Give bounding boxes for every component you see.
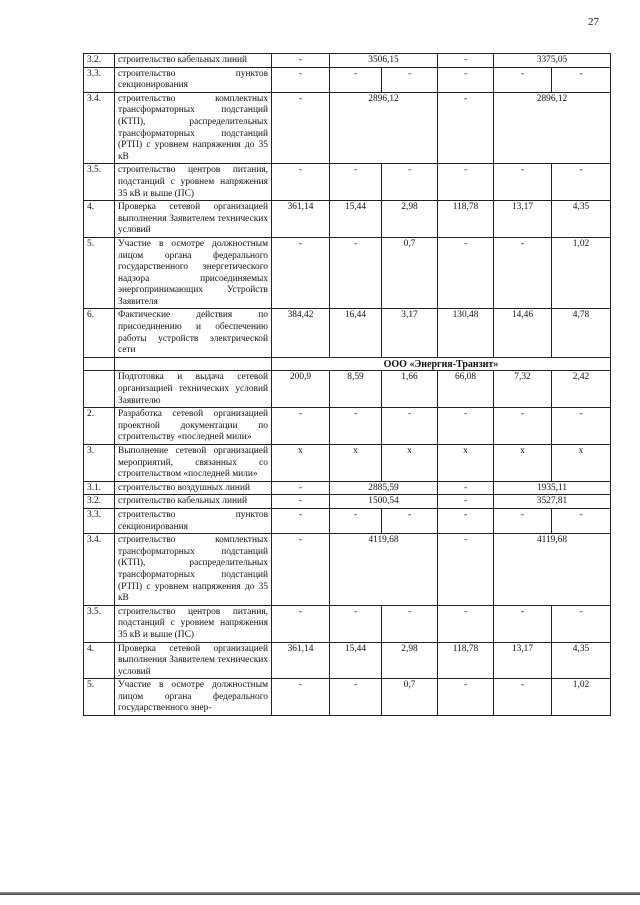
- table-cell: -: [438, 92, 494, 164]
- table-cell: 0,7: [382, 237, 438, 309]
- table-cell: 2885,59: [330, 481, 438, 495]
- table-cell: 3.2.: [84, 54, 115, 68]
- table-cell: 1,66: [382, 371, 438, 408]
- table-cell: -: [552, 508, 611, 533]
- table-cell: 2896,12: [330, 92, 438, 164]
- table-cell: 8,59: [330, 371, 382, 408]
- page-number: 27: [588, 16, 599, 28]
- table-cell: 3.: [84, 445, 115, 482]
- table-row: [84, 371, 611, 408]
- table-cell: -: [272, 534, 330, 606]
- table-cell: 2896,12: [494, 92, 611, 164]
- table-cell: -: [552, 164, 611, 201]
- table-row: [84, 237, 611, 309]
- table-cell: -: [330, 679, 382, 716]
- table-cell: 361,14: [272, 642, 330, 679]
- table-cell: 3375,05: [494, 54, 611, 68]
- table-cell: -: [382, 508, 438, 533]
- table-cell: 4,35: [552, 642, 611, 679]
- table-cell: -: [272, 408, 330, 445]
- table-row: [84, 481, 611, 495]
- table-cell: 3,17: [382, 309, 438, 357]
- table-cell: -: [330, 237, 382, 309]
- table-cell: -: [272, 54, 330, 68]
- table-cell: 130,48: [438, 309, 494, 357]
- table-cell: -: [438, 605, 494, 642]
- table-cell: 4,78: [552, 309, 611, 357]
- table-cell: 4.: [84, 201, 115, 238]
- table-cell: -: [330, 508, 382, 533]
- table-cell: строительство центров питания, подстанций с уровнем напряжения 35 кВ и выше (ПС): [115, 605, 272, 642]
- table-cell: -: [272, 92, 330, 164]
- table-body-bottom: [84, 371, 611, 716]
- table-cell: -: [382, 67, 438, 92]
- table-cell: 3.5.: [84, 164, 115, 201]
- table-cell: -: [272, 481, 330, 495]
- table-cell: -: [272, 679, 330, 716]
- table-cell: -: [438, 67, 494, 92]
- table-cell: -: [552, 408, 611, 445]
- table-cell: 13,17: [494, 201, 552, 238]
- table-cell: -: [438, 164, 494, 201]
- section-header-group: [84, 357, 611, 371]
- section-header-row: [84, 357, 611, 371]
- table-cell: -: [272, 164, 330, 201]
- table-cell: x: [382, 445, 438, 482]
- table-row: [84, 495, 611, 509]
- table-cell: 5.: [84, 237, 115, 309]
- table-cell: -: [382, 605, 438, 642]
- table-cell: Фактические действия по присоединению и обеспечению работы устройств электрической сети: [115, 309, 272, 357]
- table-cell: 3527,81: [494, 495, 611, 509]
- table-row: [84, 408, 611, 445]
- table-row: [84, 534, 611, 606]
- table-cell: 14,46: [494, 309, 552, 357]
- table-cell: -: [438, 679, 494, 716]
- table-cell: [84, 357, 115, 371]
- table-cell: Проверка сетевой организацией выполнения Заявителем технических условий: [115, 642, 272, 679]
- table-cell: -: [438, 408, 494, 445]
- table-cell: 3.3.: [84, 67, 115, 92]
- table-cell: -: [272, 508, 330, 533]
- table-cell: Участие в осмотре должностным лицом органа федерального государственного энер-: [115, 679, 272, 716]
- table-cell: 361,14: [272, 201, 330, 238]
- table-cell: 3.4.: [84, 534, 115, 606]
- table-cell: 4119,68: [494, 534, 611, 606]
- table-cell: -: [330, 67, 382, 92]
- section-title: ООО «Энергия-Транзит»: [272, 357, 611, 371]
- table-cell: 200,9: [272, 371, 330, 408]
- table-cell: Участие в осмотре должностным лицом органа федерального государственного энергетического надзора присоединяемых энергопринимающих Устройств Заявителя: [115, 237, 272, 309]
- table-cell: 3.2.: [84, 495, 115, 509]
- table-cell: -: [382, 164, 438, 201]
- table-cell: 13,17: [494, 642, 552, 679]
- table-cell: 3.3.: [84, 508, 115, 533]
- table-cell: 1,02: [552, 237, 611, 309]
- table-cell: -: [438, 54, 494, 68]
- table-cell: -: [438, 495, 494, 509]
- table-cell: -: [272, 605, 330, 642]
- table-cell: 66,08: [438, 371, 494, 408]
- table-cell: 7,32: [494, 371, 552, 408]
- table-cell: -: [272, 495, 330, 509]
- table-cell: -: [330, 408, 382, 445]
- table-cell: 5.: [84, 679, 115, 716]
- table-row: [84, 445, 611, 482]
- table-cell: 1,02: [552, 679, 611, 716]
- table-row: [84, 201, 611, 238]
- table-row: [84, 164, 611, 201]
- table-cell: -: [438, 534, 494, 606]
- table-cell: строительство комплектных трансформаторных подстанций (КТП), распределительных трансформаторных подстанций (РТП) с уровнем напряжения до 35 кВ: [115, 92, 272, 164]
- table-cell: строительство центров питания, подстанций с уровнем напряжения 35 кВ и выше (ПС): [115, 164, 272, 201]
- table-cell: -: [330, 605, 382, 642]
- table-cell: строительство кабельных линий: [115, 495, 272, 509]
- table-cell: -: [330, 164, 382, 201]
- table-row: [84, 679, 611, 716]
- table-cell: 4,35: [552, 201, 611, 238]
- table-cell: 3.5.: [84, 605, 115, 642]
- table-cell: -: [272, 237, 330, 309]
- table-row: [84, 309, 611, 357]
- table-cell: Проверка сетевой организацией выполнения Заявителем технических условий: [115, 201, 272, 238]
- bottom-scan-edge: [0, 892, 640, 895]
- table-cell: x: [552, 445, 611, 482]
- table-cell: 6.: [84, 309, 115, 357]
- table-cell: -: [382, 408, 438, 445]
- table-cell: -: [494, 679, 552, 716]
- table-row: [84, 642, 611, 679]
- table-cell: -: [438, 481, 494, 495]
- table-body-top: [84, 54, 611, 358]
- table-cell: 4.: [84, 642, 115, 679]
- table-cell: 3506,15: [330, 54, 438, 68]
- table-cell: 3.1.: [84, 481, 115, 495]
- table-cell: 3.4.: [84, 92, 115, 164]
- table-cell: -: [494, 508, 552, 533]
- table-cell: 15,44: [330, 642, 382, 679]
- table-cell: 4119,68: [330, 534, 438, 606]
- table-cell: 384,42: [272, 309, 330, 357]
- table-cell: x: [438, 445, 494, 482]
- table-cell: -: [494, 237, 552, 309]
- table-cell: Разработка сетевой организацией проектной документации по строительству «последней мили»: [115, 408, 272, 445]
- table-cell: [115, 357, 272, 371]
- table-cell: 16,44: [330, 309, 382, 357]
- table-cell: 0,7: [382, 679, 438, 716]
- table-cell: x: [494, 445, 552, 482]
- table-cell: 2,42: [552, 371, 611, 408]
- table-cell: -: [272, 67, 330, 92]
- table-cell: -: [552, 67, 611, 92]
- table-cell: -: [494, 164, 552, 201]
- table-cell: 1500,54: [330, 495, 438, 509]
- table-row: [84, 67, 611, 92]
- table-cell: 15,44: [330, 201, 382, 238]
- table-row: [84, 605, 611, 642]
- table-cell: 1935,11: [494, 481, 611, 495]
- tariff-table: [83, 53, 611, 716]
- table-cell: 118,78: [438, 642, 494, 679]
- table-cell: строительство кабельных линий: [115, 54, 272, 68]
- table-row: [84, 54, 611, 68]
- table-cell: 2,98: [382, 201, 438, 238]
- table-row: [84, 92, 611, 164]
- table-row: [84, 508, 611, 533]
- table-cell: x: [272, 445, 330, 482]
- table-cell: 2,98: [382, 642, 438, 679]
- table-cell: [84, 371, 115, 408]
- table-cell: -: [494, 408, 552, 445]
- table-cell: строительство пунктов секционирования: [115, 508, 272, 533]
- table-cell: -: [438, 508, 494, 533]
- table-cell: 118,78: [438, 201, 494, 238]
- table-cell: -: [438, 237, 494, 309]
- table-cell: -: [552, 605, 611, 642]
- table-cell: строительство комплектных трансформаторных подстанций (КТП), распределительных трансформаторных подстанций (РТП) с уровнем напряжения до 35 кВ: [115, 534, 272, 606]
- table-cell: -: [494, 67, 552, 92]
- table-cell: строительство пунктов секционирования: [115, 67, 272, 92]
- table-cell: строительство воздушных линий: [115, 481, 272, 495]
- table-cell: x: [330, 445, 382, 482]
- table-cell: 2.: [84, 408, 115, 445]
- table-cell: -: [494, 605, 552, 642]
- table-cell: Выполнение сетевой организацией мероприятий, связанных со строительством «последней мили»: [115, 445, 272, 482]
- table-cell: Подготовка и выдача сетевой организацией технических условий Заявителю: [115, 371, 272, 408]
